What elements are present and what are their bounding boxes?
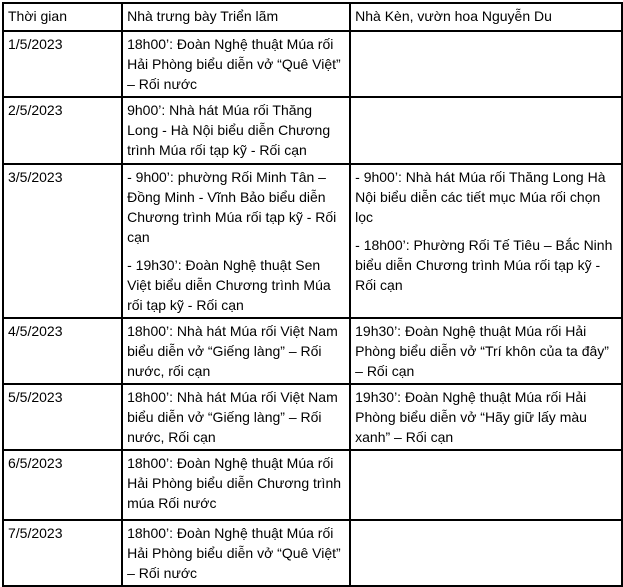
exhibition-cell	[122, 97, 350, 164]
kiosk-cell	[350, 520, 622, 586]
event-text: - 18h00’: Phường Rối Tế Tiêu – Bắc Ninh biểu diễn Chương trình Múa rối tạp kỹ - Rối cạn	[355, 237, 613, 293]
exhibition-cell	[122, 318, 350, 384]
event-text: 19h30’: Đoàn Nghệ thuật Múa rối Hải Phòng biểu diễn vở “Hãy giữ lấy màu xanh” – Rối cạn	[355, 389, 587, 445]
event-text: 18h00’: Đoàn Nghệ thuật Múa rối Hải Phòng biểu diễn Chương trình múa Rối nước	[127, 455, 342, 511]
puppet-festival-schedule-table	[2, 2, 623, 587]
table-row	[3, 31, 622, 97]
kiosk-cell	[350, 318, 622, 384]
table-row	[3, 450, 622, 520]
date-cell: 1/5/2023	[3, 31, 122, 97]
date-cell: 5/5/2023	[3, 384, 122, 450]
exhibition-cell	[122, 31, 350, 97]
event-text: 9h00’: Nhà hát Múa rối Thăng Long - Hà Nội biểu diễn Chương trình Múa rối tạp kỹ - Rối cạn	[127, 102, 331, 158]
event-text: - 19h30’: Đoàn Nghệ thuật Sen Việt biểu diễn Chương trình Múa rối tạp kỹ - Rối cạn	[127, 257, 331, 313]
table-row	[3, 97, 622, 164]
table-row	[3, 318, 622, 384]
kiosk-cell	[350, 384, 622, 450]
date-cell: 3/5/2023	[3, 164, 122, 318]
date-cell: 6/5/2023	[3, 450, 122, 520]
column-header-exhibition-house: Nhà trưng bày Triển lãm	[122, 3, 350, 31]
column-header-time: Thời gian	[3, 3, 122, 31]
event-text: 19h30’: Đoàn Nghệ thuật Múa rối Hải Phòng biểu diễn vở “Trí khôn của ta đây” – Rối cạn	[355, 323, 609, 379]
column-header-kiosk-garden: Nhà Kèn, vườn hoa Nguyễn Du	[350, 3, 622, 31]
table-row	[3, 520, 622, 586]
kiosk-cell	[350, 31, 622, 97]
kiosk-cell	[350, 164, 622, 318]
event-text: 18h00’: Đoàn Nghệ thuật Múa rối Hải Phòng biểu diễn vở “Quê Việt” – Rối nước	[127, 525, 341, 581]
exhibition-cell	[122, 384, 350, 450]
date-cell: 7/5/2023	[3, 520, 122, 586]
event-text: 18h00’: Nhà hát Múa rối Việt Nam biểu diễn vở “Giếng làng” – Rối nước, Rối cạn	[127, 389, 338, 445]
exhibition-cell	[122, 164, 350, 318]
exhibition-cell	[122, 450, 350, 520]
table-row	[3, 384, 622, 450]
table-row	[3, 164, 622, 318]
header-row	[3, 3, 622, 31]
event-text: - 9h00’: phường Rối Minh Tân – Đồng Minh - Vĩnh Bảo biểu diễn Chương trình Múa rối tạp kỹ - Rối cạn	[127, 169, 337, 245]
exhibition-cell	[122, 520, 350, 586]
event-text: 18h00’: Nhà hát Múa rối Việt Nam biểu diễn vở “Giếng làng” – Rối nước, rối cạn	[127, 323, 338, 379]
date-cell: 4/5/2023	[3, 318, 122, 384]
kiosk-cell	[350, 97, 622, 164]
event-text: 18h00’: Đoàn Nghệ thuật Múa rối Hải Phòng biểu diễn vở “Quê Việt” – Rối nước	[127, 36, 341, 92]
date-cell: 2/5/2023	[3, 97, 122, 164]
kiosk-cell	[350, 450, 622, 520]
event-text: - 9h00’: Nhà hát Múa rối Thăng Long Hà Nội biểu diễn các tiết mục Múa rối chọn lọc	[355, 169, 606, 225]
